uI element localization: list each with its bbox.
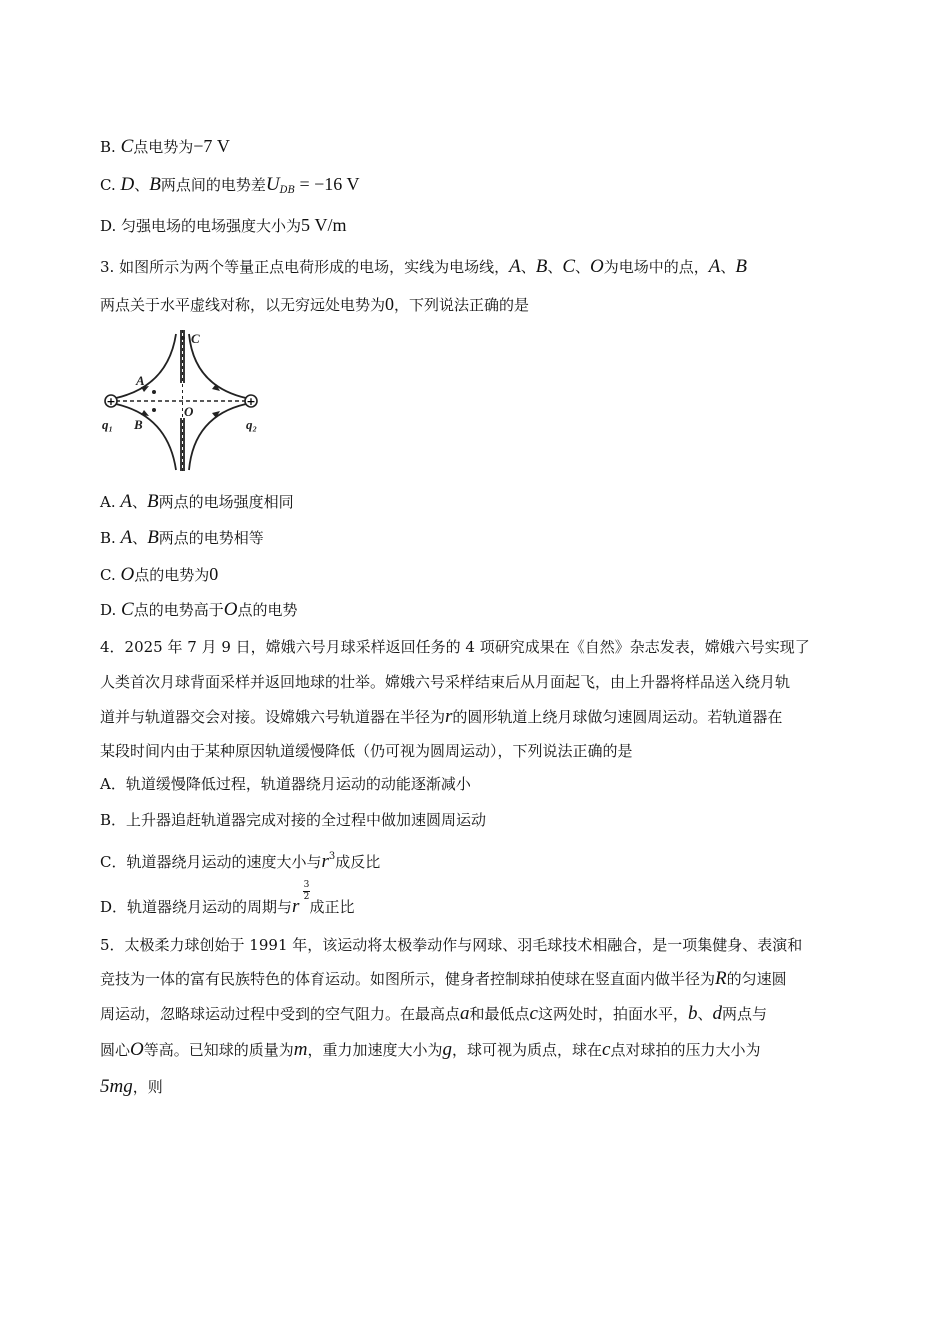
math-expression: 5mg: [100, 1076, 133, 1097]
option-prefix: D.: [100, 601, 122, 619]
arrow-icon: [141, 410, 149, 416]
q5-stem-line-3: [100, 1004, 767, 1024]
math-var: O: [590, 256, 604, 277]
field-line-figure: [98, 328, 273, 478]
math-var: B: [147, 527, 159, 548]
math-var: A: [509, 256, 521, 277]
option-text: 点电势为: [133, 138, 194, 156]
math-var: C: [562, 256, 576, 277]
option-text: 、: [132, 529, 148, 547]
math-var: g: [442, 1039, 453, 1060]
label-q1: q₁: [102, 417, 114, 432]
math-value: 5 V/m: [301, 215, 347, 235]
stem-text: 的匀速圆: [726, 970, 787, 988]
math-var: B: [147, 491, 159, 512]
option-prefix: B.: [100, 529, 121, 547]
option-text: 两点的电势相等: [158, 529, 264, 547]
math-var: A: [708, 256, 721, 277]
math-var: r: [321, 851, 329, 872]
math-var: R: [715, 968, 727, 989]
q3-option-d: [100, 600, 297, 620]
math-var: O: [120, 564, 135, 585]
stem-text: 、: [697, 1005, 713, 1023]
math-var: B: [535, 256, 548, 277]
plus-sign: +: [246, 395, 256, 408]
q5-stem-line-1: 5．太极柔力球创始于 1991 年，该运动将太极拳动作与网球、羽毛球技术相融合，是一项集健身、表演和: [100, 936, 803, 954]
option-text: 、: [131, 493, 147, 511]
q4-option-d: [100, 880, 355, 917]
q2-option-b: [100, 136, 230, 157]
point-b-dot: [152, 408, 156, 412]
q3-option-b: [100, 528, 264, 548]
q5-stem-line-5: [100, 1077, 163, 1097]
q3-option-c: [100, 564, 218, 585]
stem-text: 为电场中的点，: [603, 258, 709, 276]
q5-stem-line-2: [100, 969, 787, 989]
option-text: 两点的电场强度相同: [158, 493, 294, 511]
stem-text: 、: [575, 258, 591, 276]
math-var: r: [445, 706, 453, 727]
option-text: 点的电势: [237, 601, 298, 619]
fraction-numerator: 3: [303, 880, 310, 890]
stem-text: 周运动，忽略球运动过程中受到的空气阻力。在最高点: [100, 1005, 461, 1023]
math-var: B: [149, 174, 161, 195]
label-o: O: [184, 404, 194, 419]
option-prefix: C.: [100, 566, 121, 584]
q4-option-a: A．轨道缓慢降低过程，轨道器绕月运动的动能逐渐减小: [100, 775, 471, 793]
label-q2: q₂: [246, 417, 258, 432]
q5-stem-line-4: [100, 1040, 760, 1060]
math-var: O: [130, 1039, 144, 1060]
fraction-exponent: [303, 881, 310, 902]
stem-text: 这两处时，拍面水平，: [537, 1005, 688, 1023]
point-c-dot: [181, 336, 185, 340]
q4-stem-line-4: 某段时间内由于某种原因轨道缓慢降低（仍可视为圆周运动），下列说法正确的是: [100, 742, 633, 760]
option-prefix: D.: [100, 217, 122, 235]
math-subscript: DB: [279, 185, 295, 196]
math-value: 0: [385, 294, 395, 314]
math-var: D: [120, 174, 135, 195]
stem-text: 3. 如图所示为两个等量正点电荷形成的电场，实线为电场线，: [100, 258, 510, 276]
q3-stem-line-2: [100, 294, 529, 315]
stem-text: 竞技为一体的富有民族特色的体育运动。如图所示，健身者控制球拍使球在竖直面内做半径为: [100, 970, 716, 988]
math-exponent: 3: [328, 851, 336, 862]
stem-text: 两点与: [722, 1005, 768, 1023]
math-var: O: [223, 599, 238, 620]
stem-text: 道并与轨道器交会对接。设嫦娥六号轨道器在半径为: [100, 708, 446, 726]
option-prefix: C.: [100, 176, 121, 194]
fraction-denominator: 2: [303, 892, 310, 902]
option-text: 、: [134, 176, 150, 194]
math-var: r: [292, 896, 300, 917]
q3-stem-line-1: [100, 257, 747, 277]
option-text: 成反比: [335, 853, 381, 871]
q4-stem-line-1: 4．2025 年 7 月 9 日，嫦娥六号月球采样返回任务的 4 项研究成果在《自然》杂志发表，嫦娥六号实现了: [100, 638, 810, 656]
option-text: 匀强电场的电场强度大小为: [121, 217, 302, 235]
math-var: U: [265, 174, 280, 195]
option-prefix: A.: [100, 493, 121, 511]
math-var: m: [293, 1039, 308, 1060]
math-var: c: [602, 1039, 611, 1060]
math-power-fraction: [292, 880, 310, 917]
label-c: C: [191, 331, 200, 346]
q4-stem-line-2: 人类首次月球背面采样并返回地球的壮举。嫦娥六号采样结束后从月面起飞，由上升器将样品送入绕月轨: [100, 673, 791, 691]
point-a-dot: [152, 390, 156, 394]
math-var: A: [120, 491, 132, 512]
option-text: 点的电势高于: [133, 601, 224, 619]
math-var: C: [121, 599, 134, 620]
stem-text: 、: [720, 258, 736, 276]
q3-option-a: [100, 492, 294, 512]
stem-text: ，重力加速度大小为: [307, 1041, 443, 1059]
stem-text: ，球可视为质点，球在: [452, 1041, 603, 1059]
option-prefix: B.: [100, 138, 121, 156]
plus-sign: +: [106, 395, 116, 408]
math-var: d: [712, 1003, 722, 1024]
stem-text: 、: [520, 258, 536, 276]
q4-option-b: B．上升器追赶轨道器完成对接的全过程中做加速圆周运动: [100, 811, 487, 829]
stem-text: 点对球拍的压力大小为: [610, 1041, 761, 1059]
math-var: a: [460, 1003, 470, 1024]
stem-text: 、: [547, 258, 563, 276]
stem-text: 圆心: [100, 1041, 131, 1059]
stem-text: 和最低点: [469, 1005, 530, 1023]
math-var: c: [529, 1003, 538, 1024]
stem-text: ，下列说法正确的是: [394, 296, 530, 314]
math-var: B: [735, 256, 748, 277]
label-a: A: [136, 373, 145, 388]
option-text: 成正比: [309, 898, 355, 916]
option-text: 两点间的电势差: [160, 176, 266, 194]
stem-text: ，则: [132, 1078, 163, 1096]
q2-option-c: [100, 174, 359, 201]
stem-text: 等高。已知球的质量为: [143, 1041, 294, 1059]
q2-option-d: [100, 215, 347, 236]
math-value: = −16 V: [294, 174, 360, 194]
math-value: 0: [209, 564, 219, 584]
option-text: D．轨道器绕月运动的周期与: [100, 898, 293, 916]
math-var: A: [120, 527, 133, 548]
math-value: −7 V: [193, 136, 230, 156]
label-b: B: [134, 417, 143, 432]
stem-text: 两点关于水平虚线对称，以无穷远处电势为: [100, 296, 386, 314]
math-var: C: [120, 136, 134, 157]
stem-text: 的圆形轨道上绕月球做匀速圆周运动。若轨道器在: [452, 708, 783, 726]
math-var: b: [687, 1003, 698, 1024]
q4-option-c: [100, 847, 380, 872]
q4-stem-line-3: [100, 707, 782, 727]
option-text: C．轨道器绕月运动的速度大小与: [100, 853, 322, 871]
option-text: 点的电势为: [134, 566, 210, 584]
